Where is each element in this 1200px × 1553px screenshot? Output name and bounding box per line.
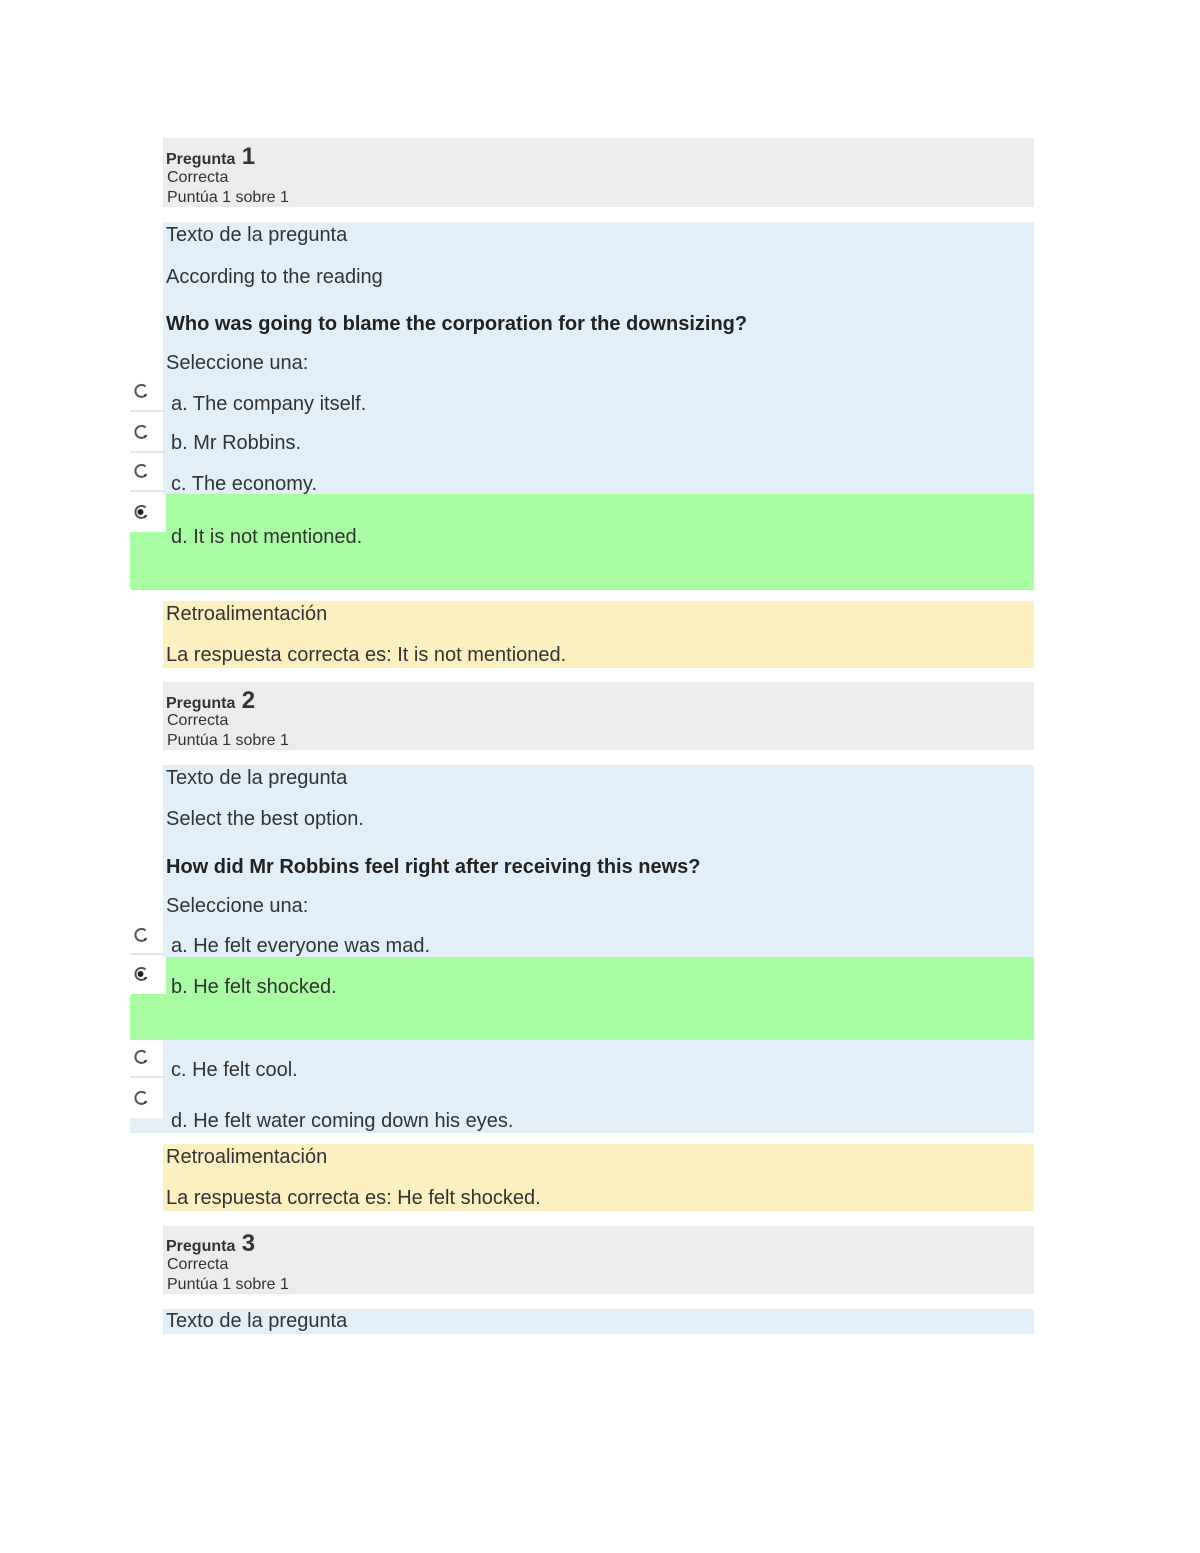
radio-q1-d-selected[interactable] — [132, 503, 150, 521]
question-1-number: 1 — [241, 143, 256, 170]
divider — [130, 410, 164, 412]
radio-q2-b-selected[interactable] — [132, 965, 150, 983]
question-1-state: Correcta — [167, 169, 229, 186]
option-q1-c[interactable]: c. The economy. — [171, 473, 317, 495]
question-2-label — [166, 687, 255, 715]
divider — [130, 953, 164, 955]
question-label-text: Pregunta — [166, 151, 236, 168]
question-2-feedback-heading: Retroalimentación — [166, 1146, 328, 1168]
divider — [130, 1076, 164, 1078]
question-2-text-heading: Texto de la pregunta — [166, 767, 348, 789]
radio-q2-c[interactable] — [132, 1048, 150, 1066]
radio-q1-c[interactable] — [132, 462, 150, 480]
question-1-intro: According to the reading — [166, 266, 383, 288]
divider — [130, 451, 164, 453]
question-3-info — [163, 1226, 1034, 1294]
question-label-text: Pregunta — [166, 1238, 236, 1255]
question-2-intro: Select the best option. — [166, 808, 364, 830]
option-q1-b[interactable]: b. Mr Robbins. — [171, 432, 302, 454]
option-q2-d[interactable]: d. He felt water coming down his eyes. — [171, 1110, 514, 1132]
question-3-text-heading: Texto de la pregunta — [166, 1310, 348, 1332]
question-3-label — [166, 1230, 255, 1258]
option-q2-a[interactable]: a. He felt everyone was mad. — [171, 935, 431, 957]
question-2-feedback-text: La respuesta correcta es: He felt shocked. — [166, 1187, 541, 1209]
question-2-state: Correcta — [167, 712, 229, 729]
radio-q1-b[interactable] — [132, 423, 150, 441]
question-1-feedback-text: La respuesta correcta es: It is not mentioned. — [166, 644, 567, 666]
radio-q2-a[interactable] — [132, 926, 150, 944]
radio-q1-a[interactable] — [132, 382, 150, 400]
question-1-info — [163, 138, 1034, 207]
question-3-state: Correcta — [167, 1256, 229, 1273]
question-1-text-heading: Texto de la pregunta — [166, 224, 348, 246]
option-q1-a[interactable]: a. The company itself. — [171, 393, 367, 415]
question-2-prompt: How did Mr Robbins feel right after receiving this news? — [166, 856, 701, 878]
divider — [130, 490, 164, 492]
question-1-feedback-heading: Retroalimentación — [166, 603, 328, 625]
option-q1-d[interactable]: d. It is not mentioned. — [171, 526, 363, 548]
question-2-number: 2 — [241, 687, 256, 714]
question-1-select-label: Seleccione una: — [166, 352, 309, 374]
question-1-prompt: Who was going to blame the corporation for the downsizing? — [166, 313, 748, 335]
question-3-number: 3 — [241, 1230, 256, 1257]
question-2-select-label: Seleccione una: — [166, 895, 309, 917]
question-1-score: Puntúa 1 sobre 1 — [167, 189, 289, 206]
gutter — [130, 1118, 163, 1133]
question-3-score: Puntúa 1 sobre 1 — [167, 1276, 289, 1293]
option-q2-b[interactable]: b. He felt shocked. — [171, 976, 337, 998]
question-2-score: Puntúa 1 sobre 1 — [167, 732, 289, 749]
option-q2-c[interactable]: c. He felt cool. — [171, 1059, 298, 1081]
question-label-text: Pregunta — [166, 695, 236, 712]
question-2-info — [163, 682, 1034, 750]
radio-q2-d[interactable] — [132, 1089, 150, 1107]
question-1-label — [166, 143, 255, 171]
